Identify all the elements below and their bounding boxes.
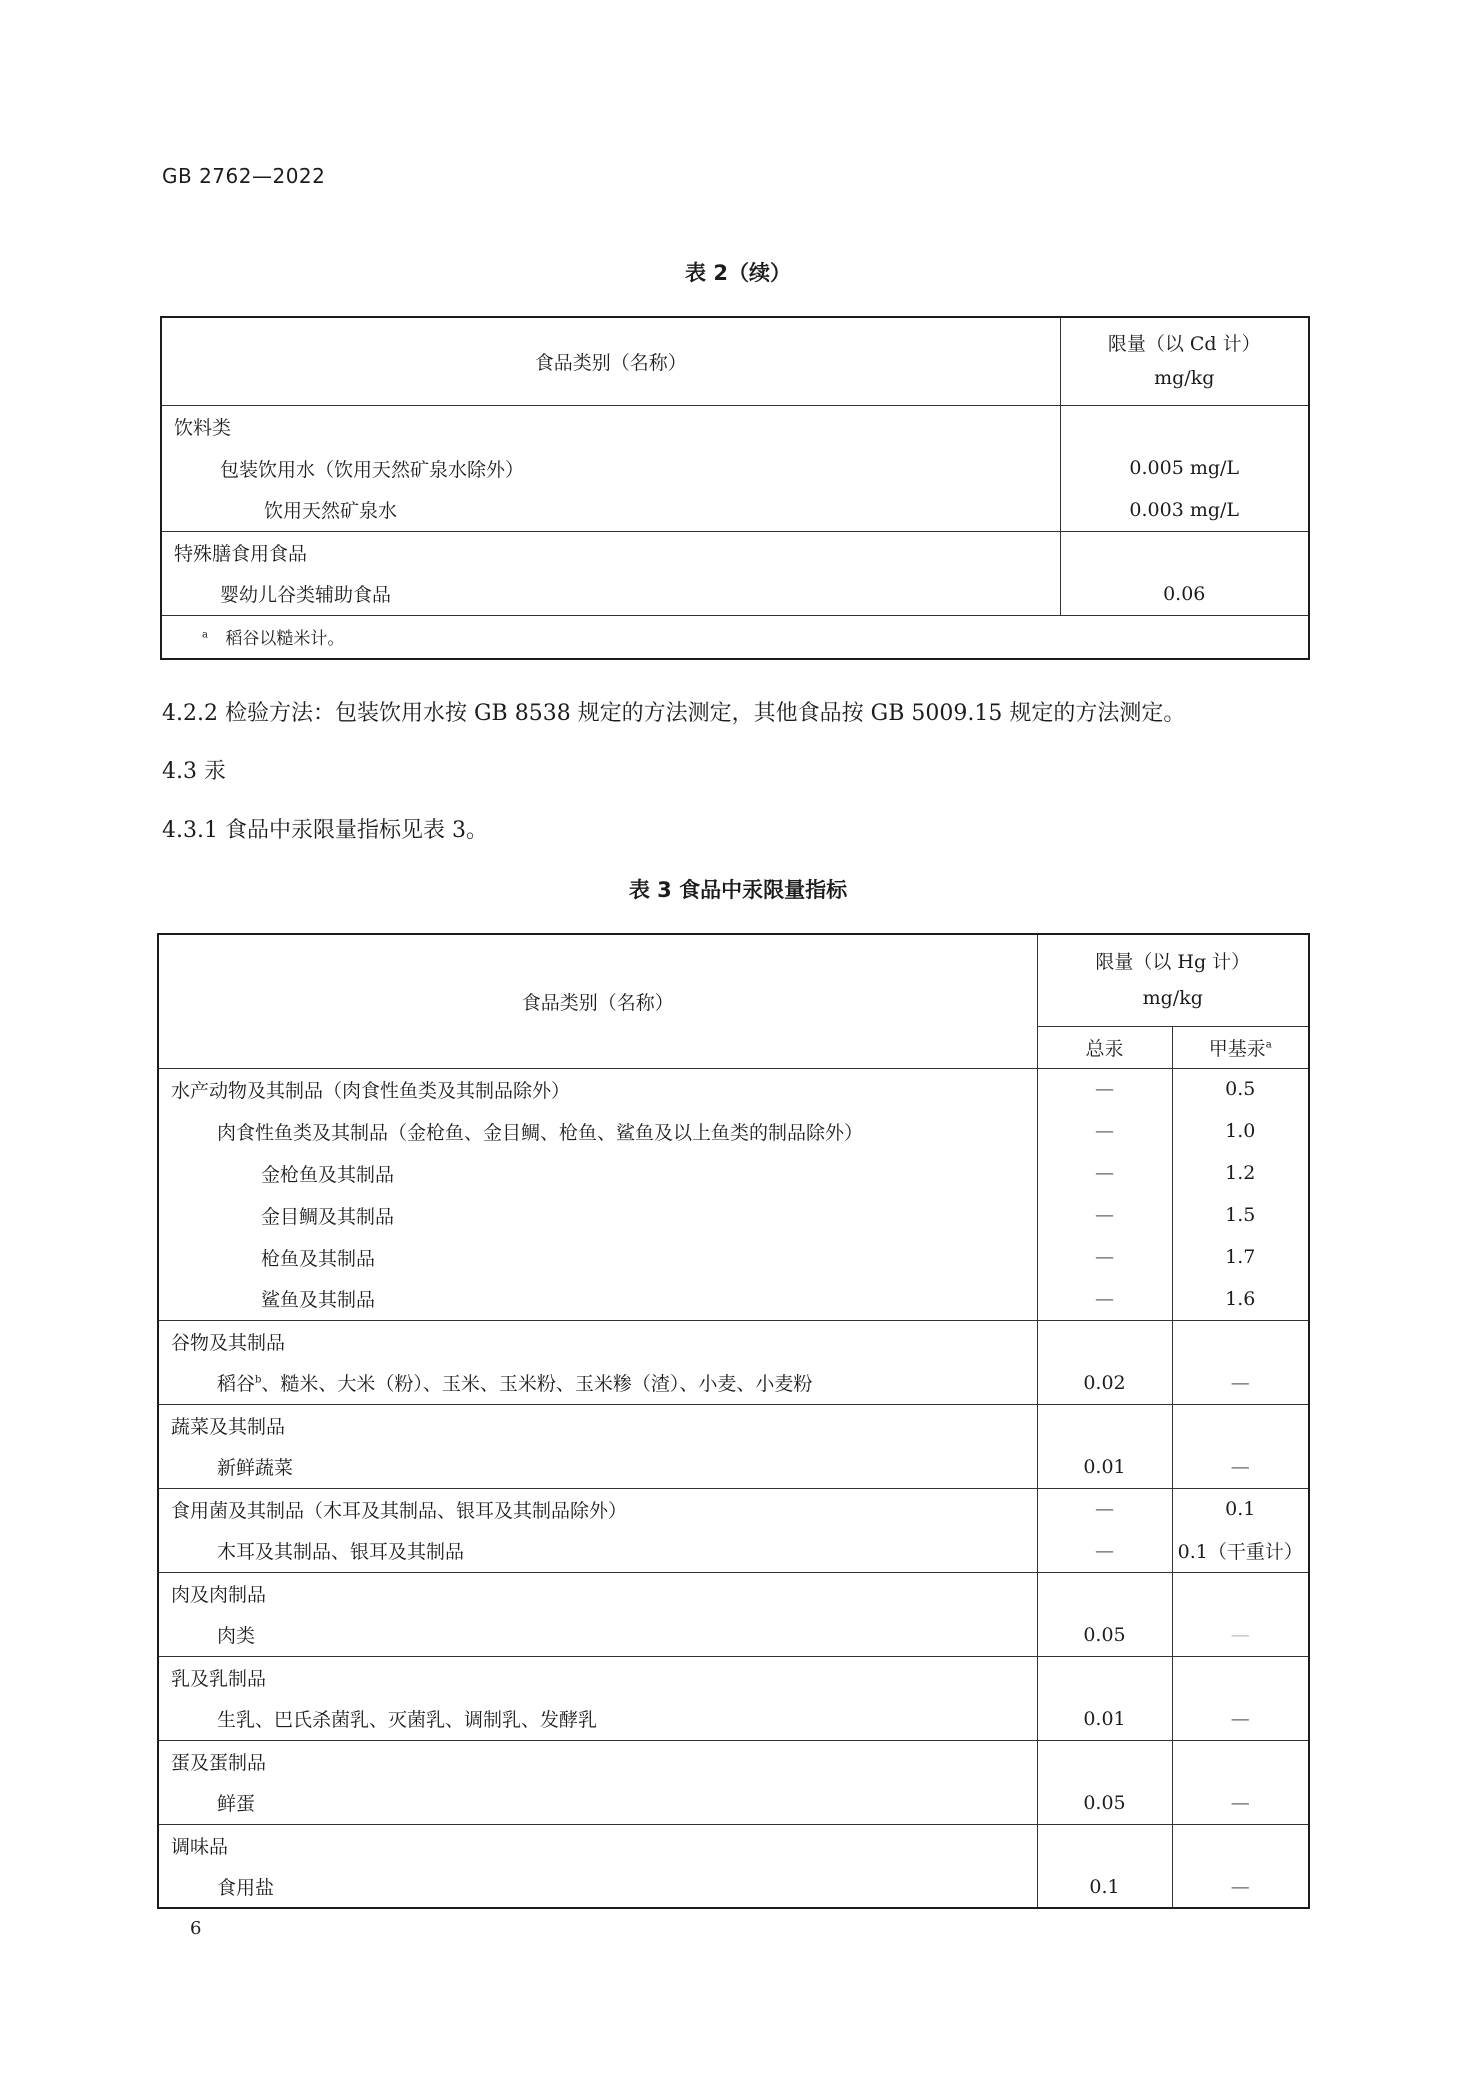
table3-methyl: — <box>1172 1446 1309 1488</box>
table3-group-name: 蔬菜及其制品 <box>158 1404 1037 1446</box>
table3-col-limit-unit: mg/kg <box>1142 987 1203 1010</box>
table3-methyl <box>1172 1404 1309 1446</box>
table-row <box>161 447 1309 489</box>
table3-methyl: 1.6 <box>1172 1278 1309 1320</box>
table3-total: — <box>1037 1530 1172 1572</box>
table3-methyl <box>1172 1320 1309 1362</box>
table3-item-name: 鲜蛋 <box>158 1782 1037 1824</box>
table-row <box>158 1656 1309 1698</box>
table-row <box>158 1110 1309 1152</box>
table2-value: 0.005 mg/L <box>1060 447 1309 489</box>
table3-col-category: 食品类别（名称） <box>158 934 1037 1068</box>
table-row <box>158 1362 1309 1404</box>
table-row <box>158 1236 1309 1278</box>
table3-methyl: — <box>1172 1362 1309 1404</box>
table3-total: 0.05 <box>1037 1782 1172 1824</box>
table3-group-name: 乳及乳制品 <box>158 1656 1037 1698</box>
table3 <box>157 933 1310 1909</box>
clause-4-3-1: 4.3.1 食品中汞限量指标见表 3。 <box>162 818 488 843</box>
table-row <box>158 1740 1309 1782</box>
table3-total: 0.01 <box>1037 1446 1172 1488</box>
table3-item-name: 肉食性鱼类及其制品（金枪鱼、金目鲷、枪鱼、鲨鱼及以上鱼类的制品除外） <box>158 1110 1037 1152</box>
table3-methyl: — <box>1172 1614 1309 1656</box>
table2-group-name: 饮料类 <box>161 405 1060 447</box>
table-row <box>158 1614 1309 1656</box>
table3-group-name: 食用菌及其制品（木耳及其制品、银耳及其制品除外） <box>158 1488 1037 1530</box>
table3-item-name: 鲨鱼及其制品 <box>158 1278 1037 1320</box>
table3-col-methyl-mark: a <box>1265 1039 1272 1051</box>
table3-item-name: 金目鲷及其制品 <box>158 1194 1037 1236</box>
table3-item-name <box>158 1362 1037 1404</box>
table-row <box>158 1446 1309 1488</box>
table2-footnote-mark: a <box>202 629 208 641</box>
table3-item-name: 金枪鱼及其制品 <box>158 1152 1037 1194</box>
table-row <box>158 1698 1309 1740</box>
table3-total: 0.05 <box>1037 1614 1172 1656</box>
table2-col-limit-unit: mg/kg <box>1154 367 1215 390</box>
table3-group-name: 蛋及蛋制品 <box>158 1740 1037 1782</box>
table2-caption: 表 2（续） <box>685 261 791 285</box>
table-row <box>158 1572 1309 1614</box>
table3-total: — <box>1037 1194 1172 1236</box>
table3-methyl: 0.5 <box>1172 1068 1309 1110</box>
table2-col-category: 食品类别（名称） <box>161 317 1060 405</box>
table3-item-name: 肉类 <box>158 1614 1037 1656</box>
table3-col-methyl <box>1172 1026 1309 1068</box>
table3-group-name: 调味品 <box>158 1824 1037 1866</box>
table3-methyl: — <box>1172 1866 1309 1908</box>
table2-header-row <box>161 317 1309 405</box>
table3-total: 0.01 <box>1037 1698 1172 1740</box>
table3-methyl: 1.7 <box>1172 1236 1309 1278</box>
table3-total: 0.1 <box>1037 1866 1172 1908</box>
table3-total <box>1037 1656 1172 1698</box>
table3-total <box>1037 1320 1172 1362</box>
table3-total: — <box>1037 1110 1172 1152</box>
table2 <box>160 316 1310 660</box>
table3-total <box>1037 1572 1172 1614</box>
table2-value <box>1060 531 1309 573</box>
table-row <box>158 1488 1309 1530</box>
table2-col-limit <box>1060 317 1309 405</box>
table-row <box>158 1278 1309 1320</box>
table3-item-name: 枪鱼及其制品 <box>158 1236 1037 1278</box>
table3-total <box>1037 1824 1172 1866</box>
table3-methyl: 0.1（干重计） <box>1172 1530 1309 1572</box>
table3-col-methyl-label: 甲基汞 <box>1208 1037 1266 1060</box>
table3-group-name: 肉及肉制品 <box>158 1572 1037 1614</box>
table3-methyl: 1.2 <box>1172 1152 1309 1194</box>
table3-methyl: 0.1 <box>1172 1488 1309 1530</box>
table-row <box>158 1866 1309 1908</box>
table3-item-name-mark: b <box>255 1374 262 1386</box>
table-row <box>158 1824 1309 1866</box>
table3-total: — <box>1037 1236 1172 1278</box>
table-row <box>158 1404 1309 1446</box>
table3-total: — <box>1037 1488 1172 1530</box>
table-row <box>158 1194 1309 1236</box>
table3-caption: 表 3 食品中汞限量指标 <box>628 878 848 902</box>
table3-col-limit-line1: 限量（以 Hg 计） <box>1095 951 1251 974</box>
table-row <box>158 1320 1309 1362</box>
table3-item-name: 食用盐 <box>158 1866 1037 1908</box>
table2-footnote <box>161 615 1309 659</box>
table3-item-name-part1: 稻谷 <box>217 1373 256 1396</box>
table3-total <box>1037 1740 1172 1782</box>
table2-footnote-row <box>161 615 1309 659</box>
table3-total: 0.02 <box>1037 1362 1172 1404</box>
table3-col-total: 总汞 <box>1037 1026 1172 1068</box>
table3-item-name: 新鲜蔬菜 <box>158 1446 1037 1488</box>
standard-number: GB 2762—2022 <box>162 164 326 188</box>
table-row <box>158 1530 1309 1572</box>
table3-methyl: — <box>1172 1698 1309 1740</box>
table3-methyl <box>1172 1824 1309 1866</box>
table3-item-name-part2: 、糙米、大米（粉）、玉米、玉米粉、玉米糁（渣）、小麦、小麦粉 <box>261 1373 813 1396</box>
table2-item-name: 包装饮用水（饮用天然矿泉水除外） <box>161 447 1060 489</box>
table2-value: 0.06 <box>1060 573 1309 615</box>
table-row <box>161 489 1309 531</box>
table2-value: 0.003 mg/L <box>1060 489 1309 531</box>
table-row <box>161 531 1309 573</box>
table3-methyl <box>1172 1572 1309 1614</box>
table3-methyl: 1.0 <box>1172 1110 1309 1152</box>
table2-item-name: 饮用天然矿泉水 <box>161 489 1060 531</box>
table3-group-name: 水产动物及其制品（肉食性鱼类及其制品除外） <box>158 1068 1037 1110</box>
table3-total: — <box>1037 1152 1172 1194</box>
table-row <box>161 573 1309 615</box>
table2-footnote-text: 稻谷以糙米计。 <box>225 629 345 650</box>
table2-item-name: 婴幼儿谷类辅助食品 <box>161 573 1060 615</box>
table3-total <box>1037 1404 1172 1446</box>
table3-methyl <box>1172 1740 1309 1782</box>
table3-item-name: 生乳、巴氏杀菌乳、灭菌乳、调制乳、发酵乳 <box>158 1698 1037 1740</box>
table3-methyl <box>1172 1656 1309 1698</box>
table2-group-name: 特殊膳食用食品 <box>161 531 1060 573</box>
table3-total: — <box>1037 1278 1172 1320</box>
page-number: 6 <box>190 1918 202 1939</box>
table3-group-name: 谷物及其制品 <box>158 1320 1037 1362</box>
table3-methyl: — <box>1172 1782 1309 1824</box>
clause-4-3-heading: 4.3 汞 <box>162 759 226 784</box>
table-row <box>158 1782 1309 1824</box>
table-row <box>161 405 1309 447</box>
table3-item-name: 木耳及其制品、银耳及其制品 <box>158 1530 1037 1572</box>
table3-col-limit <box>1037 934 1309 1026</box>
table-row <box>158 1068 1309 1110</box>
table3-total: — <box>1037 1068 1172 1110</box>
clause-4-2-2: 4.2.2 检验方法：包装饮用水按 GB 8538 规定的方法测定，其他食品按 GB 5009.15 规定的方法测定。 <box>162 701 1186 726</box>
table-row <box>158 1152 1309 1194</box>
table2-col-limit-line1: 限量（以 Cd 计） <box>1107 333 1261 356</box>
table3-methyl: 1.5 <box>1172 1194 1309 1236</box>
table2-value <box>1060 405 1309 447</box>
table3-header-row <box>158 934 1309 1026</box>
